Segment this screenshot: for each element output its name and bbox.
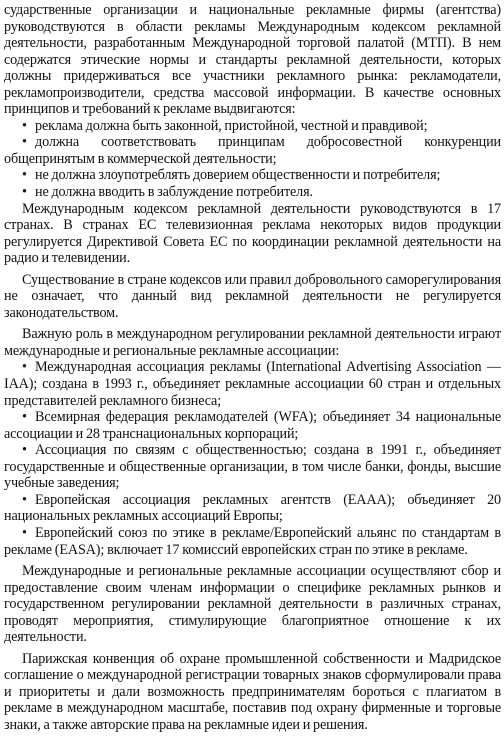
bullet-icon: •	[22, 134, 27, 151]
list-item	[4, 118, 501, 135]
list-item	[4, 492, 501, 525]
self-regulation-paragraph: Существование в стране кодексов или правил добровольного саморегулирования не означает, что данный вид рекламной деятельности не регулируется законодательством.	[4, 271, 501, 321]
bullet-icon: •	[22, 117, 27, 134]
bullet-icon: •	[22, 184, 27, 201]
list-item	[4, 442, 501, 492]
principle-text: должна соответствовать принципам добросовестной конкуренции общепринятым в коммерческой деятельности;	[4, 134, 501, 167]
list-item	[4, 184, 501, 201]
principle-text: не должна злоупотреблять доверием общественности и потребителя;	[35, 167, 441, 184]
intro-paragraph: сударственные организации и национальные рекламные фирмы (агентства) руководствуются в области рекламы Международным кодексом рекламной деятельности, разработанным Международной торговой палатой (МТП). В нем содержатся этические нормы и стандарты рекламной деятельности, которых должны придерживаться все участники рекламного рынка: рекламодатели, рекламопроизводители, средства массовой информации. В качестве основных принципов и требований к рекламе выдвигаются:	[4, 2, 501, 118]
list-item	[4, 359, 501, 409]
association-text: Международная ассоциация рекламы (International Advertising Association — IAA); создана в 1993 г., объединяет рекламные ассоциации 60 стран и отдельных представителей рекламного бизнеса;	[4, 359, 501, 409]
code-paragraph: Международным кодексом рекламной деятельности руководствуются в 17 странах. В странах ЕС телевизионная реклама некоторых видов продукции регулируется Директивой Совета ЕС по координации рекламной деятельности на радио и телевидении.	[4, 200, 501, 267]
bullet-icon: •	[22, 524, 27, 541]
bullet-icon: •	[22, 409, 27, 426]
bullet-icon: •	[22, 167, 27, 184]
list-item	[4, 167, 501, 184]
list-item	[4, 525, 501, 558]
document-page	[4, 2, 501, 754]
principle-text: не должна вводить в заблуждение потребителя.	[35, 184, 313, 201]
association-text: Ассоциация по связям с общественностью; создана в 1991 г., объединяет государственные и общественные организации, в том числе банки, фонды, высшие учебные заведения;	[4, 442, 501, 492]
list-item	[4, 409, 501, 442]
association-text: Европейский союз по этике в рекламе/Европейский альянс по стандартам в рекламе (EASA); включает 17 комиссий европейских стран по этике в рекламе.	[4, 524, 501, 558]
paris-convention-paragraph: Парижская конвенция об охране промышленной собственности и Мадридское соглашение о международной регистрации товарных знаков сформулировали права и приоритеты и дали возможность предпринимателям бороться с плагиатом в рекламе в международном масштабе, поставив под охрану фирменные и торговые знаки, а также авторские права на рекламные идеи и решения.	[4, 650, 501, 733]
association-text: Европейская ассоциация рекламных агентств (EAAA); объединяет 20 национальных рекламных ассоциаций Европы;	[4, 491, 501, 525]
principle-text: реклама должна быть законной, пристойной, честной и правдивой;	[35, 117, 428, 134]
bullet-icon: •	[22, 359, 27, 376]
associations-list	[4, 359, 501, 558]
list-item	[4, 134, 501, 167]
associations-intro-paragraph: Важную роль в международном регулировании рекламной деятельности играют международные и региональные рекламные ассоциации:	[4, 326, 501, 359]
bullet-icon: •	[22, 491, 27, 508]
functions-paragraph: Международные и региональные рекламные ассоциации осуществляют сбор и предоставление своим членам информации о специфике рекламных рынков и государственном регулировании рекламной деятельности в различных странах, проводят мероприятия, стимулирующие благоприятное отношение к их деятельности.	[4, 563, 501, 646]
principles-list	[4, 118, 501, 201]
association-text: Всемирная федерация рекламодателей (WFA); объединяет 34 национальные ассоциации и 28 транснациональных корпораций;	[4, 409, 501, 442]
bullet-icon: •	[22, 442, 27, 459]
